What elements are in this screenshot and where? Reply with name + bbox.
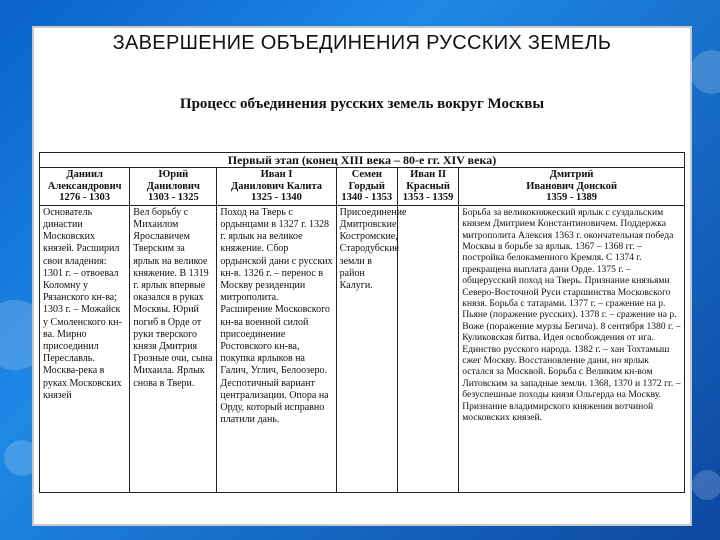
ruler-deeds: Поход на Тверь с ордынцами в 1327 г. 1328 г. ярлык на великое княжение. Сбор ордынской дани с русских кн-в. 1326 г. – перенос в Москву резиденции митрополита. Расширение Московского кн-ва военной силой присоединение Ростовского кн-ва, покупка ярлыков на Галич, Углич, Белоозеро. Деспотичный вариант централизации. Опора на Орду, который исправно платили дань. bbox=[217, 205, 336, 492]
ruler-header: Семен Гордый 1340 - 1353 bbox=[336, 168, 397, 206]
stage-header: Первый этап (конец XIII века – 80-е гг. XIV века) bbox=[40, 153, 685, 168]
ruler-header: Иван I Данилович Калита 1325 - 1340 bbox=[217, 168, 336, 206]
ruler-header-row bbox=[40, 168, 685, 206]
document-title: Процесс объединения русских земель вокруг Москвы bbox=[179, 96, 545, 112]
ruler-deeds bbox=[397, 205, 458, 492]
ruler-header: Иван II Красный 1353 - 1359 bbox=[397, 168, 458, 206]
rulers-table bbox=[39, 152, 685, 493]
ruler-header: Даниил Александрович 1276 - 1303 bbox=[40, 168, 130, 206]
ruler-header: Юрий Данилович 1303 - 1325 bbox=[130, 168, 217, 206]
decor-bubble bbox=[690, 50, 720, 94]
ruler-header: Дмитрий Иванович Донской 1359 - 1389 bbox=[459, 168, 685, 206]
slide-title: ЗАВЕРШЕНИЕ ОБЪЕДИНЕНИЯ РУССКИХ ЗЕМЕЛЬ bbox=[112, 32, 612, 54]
ruler-deeds: Присоединение Дмитровские, Костромские, Стародубские земли в район Калуги. bbox=[336, 205, 397, 492]
ruler-deeds: Основатель династии Московских князей. Расширил свои владения: 1301 г. – отвоевал Коломну у Рязанского кн-ва; 1303 г. – Можайск у Смоленского кн-ва. Мирно присоединил Переславль. Москва-река в руках Московских князей bbox=[40, 205, 130, 492]
decor-bubble bbox=[692, 470, 720, 500]
ruler-deeds: Вел борьбу с Михаилом Ярославичем Тверским за ярлык на великое княжение. В 1319 г. ярлык впервые оказался в руках Москвы. Юрий погиб в Орде от руки тверского князя Дмитрия Грозные очи, сына Михаила. Ярлык снова в Твери. bbox=[130, 205, 217, 492]
ruler-body-row bbox=[40, 205, 685, 492]
ruler-deeds: Борьба за великокняжеский ярлык с суздальским князем Дмитрием Константиновичем. Поддержка митрополита Алексия 1363 г. окончательная победа Москвы в борьбе за ярлык. 1367 – 1368 гг. – постройка белокаменного Кремля. С 1374 г. прекращена выплата дани Орде. 1375 г. – общерусский поход на Тверь. Признание князьями Северо-Восточной Руси старшинства Московского князя. Борьба с татарами. 1377 г. – сражение на р. Пьяне (поражение русских). 1378 г. – сражение на р. Воже (поражение мурзы Бегича). 8 сентября 1380 г. – Куликовская битва. Идея освобождения от ига. Единство русского народа. 1382 г. – хан Тохтамыш сжег Москву. Восстановление дани, но ярлык остался за Москвой. Борьба с Великим кн-вом Литовским за западные земли. 1368, 1370 и 1372 гг. – безуспешные походы князя Ольгерда на Москву. Признание владимирского княжения вотчиной московских князей. bbox=[459, 205, 685, 492]
slide bbox=[32, 26, 692, 526]
